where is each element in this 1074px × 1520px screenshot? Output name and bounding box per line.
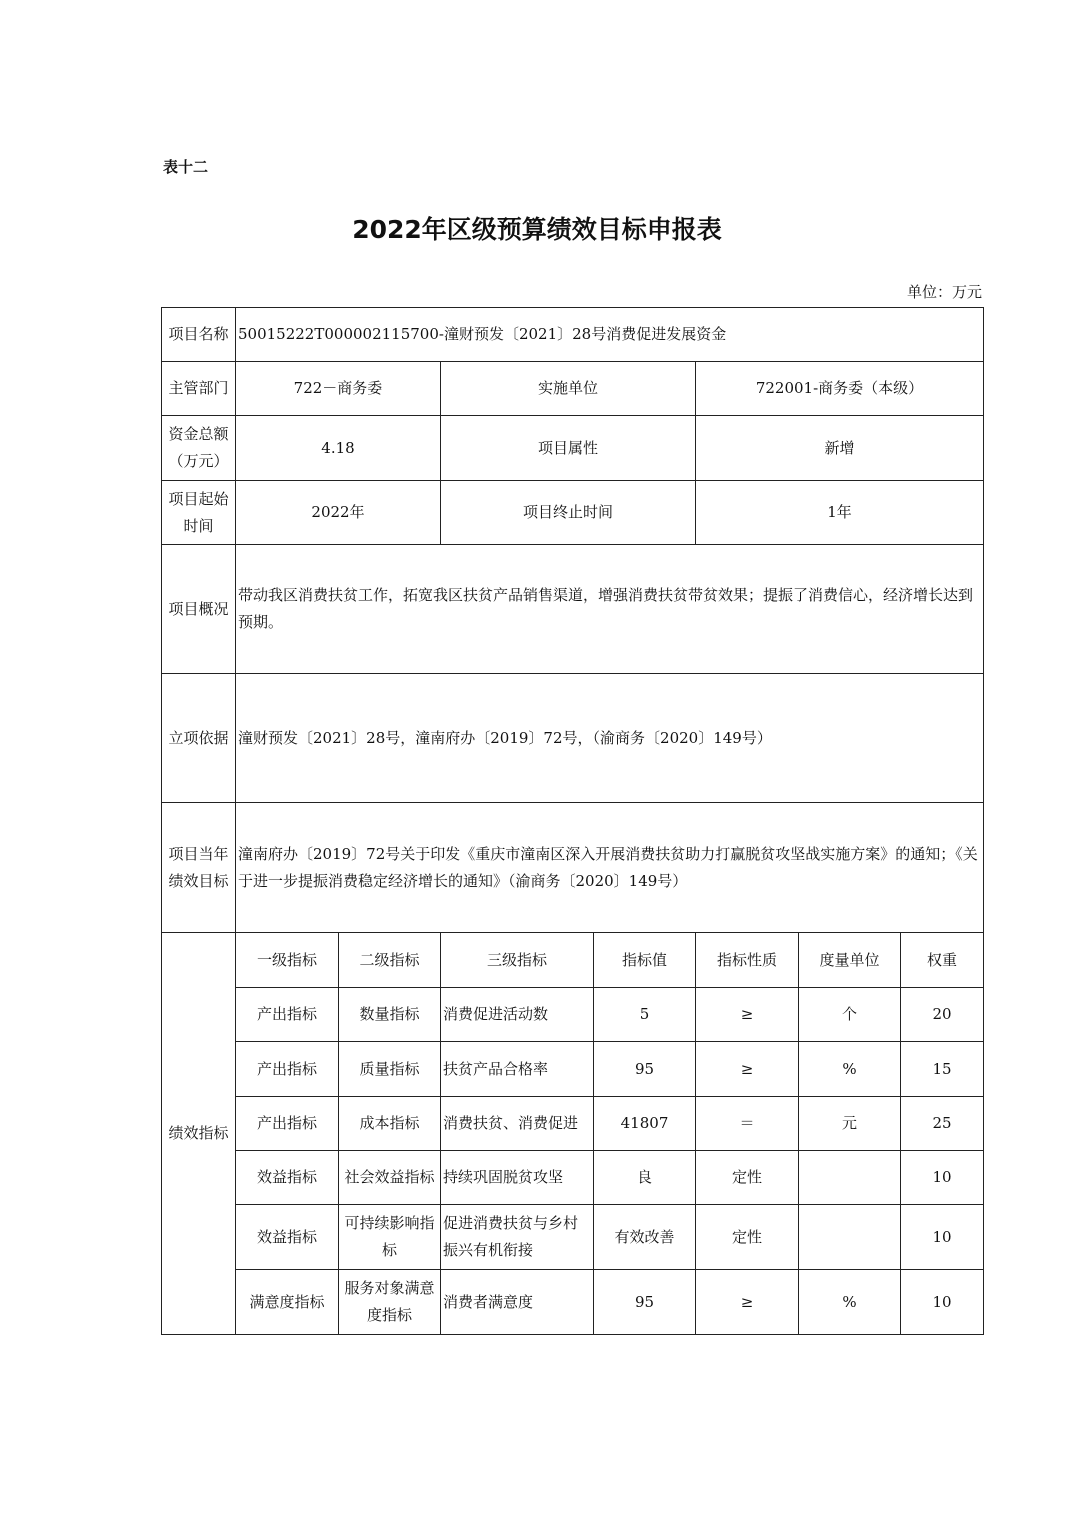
implementing-unit-value: 722001-商务委（本级）: [696, 362, 984, 416]
overview-row: [162, 545, 984, 674]
indicator-cell: 效益指标: [236, 1151, 339, 1205]
total-funds-label: [162, 416, 236, 481]
end-time-value: 1年: [696, 481, 984, 545]
indicator-cell: 社会效益指标: [339, 1151, 441, 1205]
total-funds-label-line1: 资金总额: [168, 425, 229, 443]
funds-row: [162, 416, 984, 481]
department-label: 主管部门: [162, 362, 236, 416]
basis-label: 立项依据: [162, 674, 236, 803]
total-funds-value: 4.18: [236, 416, 441, 481]
indicator-cell: 消费者满意度: [441, 1270, 594, 1335]
indicator-cell: 元: [799, 1097, 901, 1151]
indicator-cell: 质量指标: [339, 1042, 441, 1097]
document-title: 2022年区级预算绩效目标申报表: [352, 215, 722, 244]
indicator-cell: 5: [594, 988, 696, 1042]
indicator-cell: [799, 1205, 901, 1270]
indicator-row: [162, 1151, 984, 1205]
indicator-cell: 10: [901, 1205, 984, 1270]
indicator-header-cell: 权重: [901, 933, 984, 988]
basis-row: [162, 674, 984, 803]
total-funds-label-line2: （万元）: [168, 452, 229, 470]
indicator-cell: %: [799, 1270, 901, 1335]
annual-goal-label: [162, 803, 236, 933]
indicator-cell: 产出指标: [236, 988, 339, 1042]
indicator-cell: 效益指标: [236, 1205, 339, 1270]
basis-value: 潼财预发〔2021〕28号，潼南府办〔2019〕72号，（渝商务〔2020〕149号）: [236, 674, 984, 803]
annual-goal-row: [162, 803, 984, 933]
annual-goal-label-line2: 绩效目标: [168, 871, 229, 890]
indicator-cell: 持续巩固脱贫攻坚: [441, 1151, 594, 1205]
indicator-header-row: [162, 933, 984, 988]
indicator-row: [162, 1097, 984, 1151]
department-row: [162, 362, 984, 416]
indicator-cell: 定性: [696, 1151, 799, 1205]
indicator-header-cell: 一级指标: [236, 933, 339, 988]
indicator-cell: 可持续影响指标: [339, 1205, 441, 1270]
project-attribute-value: 新增: [696, 416, 984, 481]
indicator-cell: 服务对象满意度指标: [339, 1270, 441, 1335]
indicator-row: [162, 1042, 984, 1097]
indicator-cell: 15: [901, 1042, 984, 1097]
indicator-cell: 促进消费扶贫与乡村振兴有机衔接: [441, 1205, 594, 1270]
indicator-cell: 产出指标: [236, 1097, 339, 1151]
end-time-label: 项目终止时间: [441, 481, 696, 545]
indicator-cell: ≥: [696, 988, 799, 1042]
indicator-cell: 产出指标: [236, 1042, 339, 1097]
indicator-cell: 良: [594, 1151, 696, 1205]
start-time-label: [162, 481, 236, 545]
indicator-cell: 扶贫产品合格率: [441, 1042, 594, 1097]
indicator-cell: 消费扶贫、消费促进: [441, 1097, 594, 1151]
unit-label: 单位：万元: [906, 283, 982, 301]
indicator-cell: 定性: [696, 1205, 799, 1270]
indicator-cell: 数量指标: [339, 988, 441, 1042]
indicator-cell: 个: [799, 988, 901, 1042]
indicator-row: [162, 1270, 984, 1335]
indicator-cell: 10: [901, 1270, 984, 1335]
table-number: 表十二: [163, 158, 209, 176]
start-time-label-line2: 时间: [183, 516, 214, 535]
indicator-cell: %: [799, 1042, 901, 1097]
indicators-section-label: 绩效指标: [162, 933, 236, 1335]
indicator-header-cell: 度量单位: [799, 933, 901, 988]
annual-goal-label-line1: 项目当年: [168, 844, 229, 863]
indicator-row: [162, 1205, 984, 1270]
indicator-header-cell: 指标性质: [696, 933, 799, 988]
indicator-cell: ≥: [696, 1270, 799, 1335]
indicator-cell: 41807: [594, 1097, 696, 1151]
overview-label: 项目概况: [162, 545, 236, 674]
project-name-label: 项目名称: [162, 308, 236, 362]
project-name-row: [162, 308, 984, 362]
indicator-cell: 20: [901, 988, 984, 1042]
implementing-unit-label: 实施单位: [441, 362, 696, 416]
indicator-cell: ≥: [696, 1042, 799, 1097]
indicator-header-cell: 三级指标: [441, 933, 594, 988]
indicator-cell: 10: [901, 1151, 984, 1205]
overview-value: 带动我区消费扶贫工作，拓宽我区扶贫产品销售渠道，增强消费扶贫带贫效果；提振了消费信心，经济增长达到预期。: [236, 545, 984, 674]
indicator-cell: 有效改善: [594, 1205, 696, 1270]
indicator-cell: ＝: [696, 1097, 799, 1151]
project-name-value: 50015222T000002115700-潼财预发〔2021〕28号消费促进发展资金: [236, 308, 984, 362]
indicator-cell: 95: [594, 1042, 696, 1097]
indicator-cell: 成本指标: [339, 1097, 441, 1151]
indicator-header-cell: 指标值: [594, 933, 696, 988]
indicator-cell: 25: [901, 1097, 984, 1151]
indicator-cell: 满意度指标: [236, 1270, 339, 1335]
department-value: 722－商务委: [236, 362, 441, 416]
budget-performance-table: [161, 307, 984, 1335]
project-attribute-label: 项目属性: [441, 416, 696, 481]
indicator-row: [162, 988, 984, 1042]
start-time-label-line1: 项目起始: [168, 489, 229, 508]
start-time-value: 2022年: [236, 481, 441, 545]
indicator-cell: 95: [594, 1270, 696, 1335]
annual-goal-value: 潼南府办〔2019〕72号关于印发《重庆市潼南区深入开展消费扶贫助力打赢脱贫攻坚战实施方案》的通知；《关于进一步提振消费稳定经济增长的通知》（渝商务〔2020〕149号）: [236, 803, 984, 933]
duration-row: [162, 481, 984, 545]
indicator-cell: 消费促进活动数: [441, 988, 594, 1042]
indicator-header-cell: 二级指标: [339, 933, 441, 988]
indicator-cell: [799, 1151, 901, 1205]
